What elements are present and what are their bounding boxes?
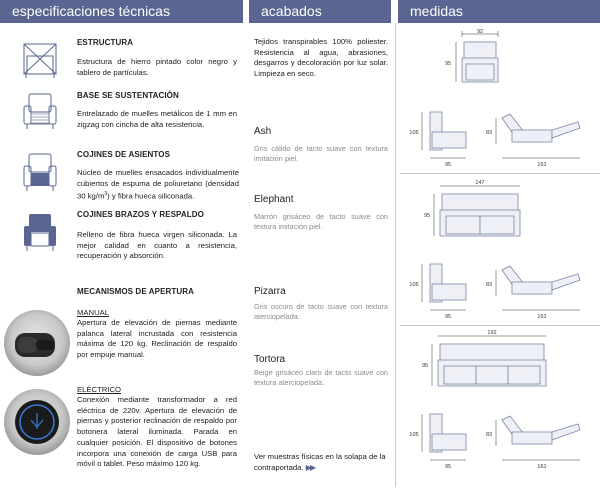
svg-text:95: 95 xyxy=(444,314,452,320)
spec-title-base: BASE SE SUSTENTACIÓN xyxy=(77,91,179,100)
finish-desc-pizarra: Gris oscuro de tacto suave con textura aterciopelada. xyxy=(254,302,388,321)
spec-title-estructura: ESTRUCTURA xyxy=(77,38,134,47)
svg-text:105: 105 xyxy=(409,432,419,438)
svg-text:95: 95 xyxy=(444,162,452,168)
manual-lever-image xyxy=(2,308,72,378)
dim-three-seat-side xyxy=(404,406,480,472)
svg-text:83: 83 xyxy=(485,282,493,288)
finish-name-elephant: Elephant xyxy=(254,194,294,205)
spec-title-cojines-asientos: COJINES DE ASIENTOS xyxy=(77,150,171,159)
svg-text:161: 161 xyxy=(537,314,547,320)
dim-one-seat-reclined xyxy=(484,104,594,170)
svg-text:95: 95 xyxy=(421,363,429,369)
measures-divider-2 xyxy=(400,325,600,326)
finishes-footer: Ver muestras físicas en la solapa de la contraportada. ▶▶ xyxy=(254,452,386,472)
header-measures: medidas xyxy=(398,0,600,23)
seat-cushion-icon xyxy=(22,152,58,194)
arm-back-cushion-icon xyxy=(22,212,58,254)
dim-three-seat-reclined xyxy=(484,406,594,472)
svg-text:161: 161 xyxy=(537,162,547,168)
finish-desc-tortora: Beige grisáceo claro de tacto suave con textura aterciopelada. xyxy=(254,368,388,387)
manual-text: Apertura de elevación de piernas mediante palanca lateral incrustada con resistencia máxima de 120 kg. Reclinación de respaldo por empuje manual. xyxy=(77,318,237,360)
svg-text:161: 161 xyxy=(537,464,547,470)
finish-name-ash: Ash xyxy=(254,126,272,137)
spec-title-mecanismos: MECANISMOS DE APERTURA xyxy=(77,287,195,296)
electric-label: ELÉCTRICO xyxy=(77,385,121,394)
header-specs: especificaciones técnicas xyxy=(0,0,243,23)
structure-icon xyxy=(22,42,58,80)
manual-label: MANUAL xyxy=(77,308,110,317)
armchair-base-icon xyxy=(22,92,58,132)
dim-three-seat-front xyxy=(412,328,572,398)
spec-title-cojines-brazos: COJINES BRAZOS Y RESPALDO xyxy=(77,210,204,219)
measures-divider-1 xyxy=(400,173,600,174)
column-divider xyxy=(395,23,396,487)
electric-button-image xyxy=(2,387,72,457)
dim-one-seat-labels xyxy=(440,28,520,98)
spec-text-cojines-asientos: Núcleo de muelles ensacados individualmente cubiertos de espuma de poliuretano (densidad 30 $kg/m^3$) y fibra hueca siliconada. xyxy=(77,168,239,201)
dim-two-seat-front xyxy=(420,178,540,250)
arrow-icon: ▶▶ xyxy=(305,462,315,472)
spec-text-cojines-brazos: Relleno de fibra hueca virgen siliconada. La mejor calidad en cuanto a resistencia, recuperación y absorción. xyxy=(77,230,237,261)
svg-text:83: 83 xyxy=(485,130,493,136)
svg-text:147: 147 xyxy=(475,180,485,186)
electric-text: Conexión mediante transformador a red eléctrica de 220v. Apertura de elevación de piernas y posterior reclinación de respaldo por botonera lateral iluminada. Parada en cualquier posición. El dispositivo de botones incorpora una conexión de carga USB para móvil o tablet. Peso máximo 120 kg. xyxy=(77,395,237,469)
svg-text:95: 95 xyxy=(423,213,431,219)
svg-text:95: 95 xyxy=(444,61,452,67)
finish-name-tortora: Tortora xyxy=(254,354,286,365)
svg-text:83: 83 xyxy=(485,432,493,438)
header-finishes: acabados xyxy=(249,0,391,23)
dim-one-seat-side xyxy=(404,104,480,170)
svg-text:105: 105 xyxy=(409,282,419,288)
svg-text:105: 105 xyxy=(409,130,419,136)
dim-two-seat-side xyxy=(404,256,480,322)
finish-desc-elephant: Marrón grisáceo de tacto suave con textura imitación piel. xyxy=(254,212,388,231)
dim-two-seat-reclined xyxy=(484,256,594,322)
finish-desc-ash: Gris cálido de tacto suave con textura imitación piel. xyxy=(254,144,388,163)
spec-text-base: Entrelazado de muelles metálicos de 1 mm en zigzag con cincha de alta resistencia. xyxy=(77,109,237,129)
svg-text:92: 92 xyxy=(476,29,484,35)
spec-text-estructura: Estructura de hierro pintado color negro y tablero de partículas. xyxy=(77,57,237,77)
svg-text:95: 95 xyxy=(444,464,452,470)
svg-text:192: 192 xyxy=(487,330,497,336)
finishes-intro: Tejidos transpirables 100% poliester. Resistencia al agua, abrasiones, desgarros y decoloración por luz solar. Limpieza en seco. xyxy=(254,37,388,79)
finish-name-pizarra: Pizarra xyxy=(254,286,286,297)
